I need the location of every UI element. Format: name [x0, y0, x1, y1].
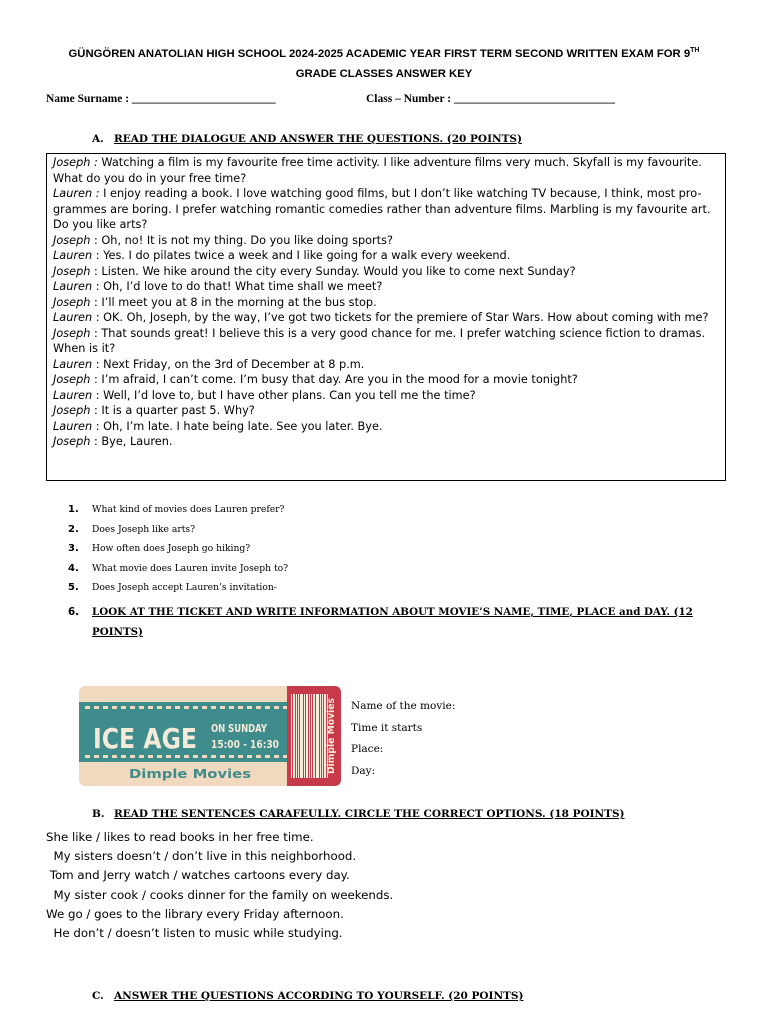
question-text: What kind of movies does Lauren prefer?: [92, 504, 285, 515]
question-number: 2.: [68, 523, 79, 535]
dialogue-line: [53, 310, 725, 326]
ticket-perforation: [85, 755, 90, 758]
ticket-perforation: [265, 755, 270, 758]
ticket-perforation: [166, 706, 171, 709]
ticket-info-field: Day:: [351, 764, 376, 777]
dialogue-speaker: Joseph: [53, 264, 91, 278]
dialogue-text: : Oh, I’m late. I hate being late. See you later. Bye.: [92, 419, 383, 433]
ticket-perforation: [94, 755, 99, 758]
ticket-cinema: Dimple Movies: [129, 766, 251, 781]
sentence-item: My sisters doesn’t / don’t live in this neighborhood.: [46, 849, 357, 864]
ticket-stub-label: Dimple Movies: [326, 691, 337, 774]
section-c-letter: C.: [92, 990, 104, 1002]
dialogue-speaker: Lauren: [53, 280, 93, 293]
ticket-perforation: [193, 755, 198, 758]
ticket-perforation: [148, 706, 153, 709]
name-surname-field: Name Surname : _________________________: [46, 93, 276, 105]
ticket-perforation: [139, 706, 144, 709]
ticket-perforation: [94, 706, 99, 709]
ticket-movie-name: ICE AGE: [93, 722, 197, 755]
section-b-heading: [92, 808, 625, 820]
dialogue-text: : I’m afraid, I can’t come. I’m busy that day. Are you in the mood for a movie tonight?: [90, 373, 578, 386]
section-c-heading: [92, 990, 523, 1002]
ticket-perforation: [274, 755, 279, 758]
dialogue-text: Watching a film is my favourite free time activity. I like adventure films very much. Skyfall is my favourite. What do you do in your free time?: [53, 156, 702, 185]
dialogue-text: : Yes. I do pilates twice a week and I like going for a walk every weekend.: [92, 249, 511, 262]
dialogue-line: [53, 233, 725, 249]
barcode-bar: [300, 694, 303, 778]
ticket-perforation: [157, 706, 162, 709]
barcode-icon: [291, 694, 328, 778]
dialogue-text: : It is a quarter past 5. Why?: [90, 404, 255, 417]
dialogue-text: : Well, I’d love to, but I have other plans. Can you tell me the time?: [92, 388, 476, 402]
ticket-perforation: [220, 755, 225, 758]
dialogue-speaker: Lauren: [53, 311, 93, 324]
section-a-heading: [92, 133, 522, 145]
dialogue-line: [53, 326, 725, 357]
ticket-perforation: [130, 755, 135, 758]
dialogue-line: [53, 419, 725, 435]
dialogue-text: : Next Friday, on the 3rd of December at 8 p.m.: [92, 357, 365, 371]
question-6-number: 6.: [68, 606, 80, 618]
ticket-info-field: Place:: [351, 743, 384, 755]
dialogue-line: [53, 403, 725, 419]
ticket-perforation: [211, 706, 216, 709]
ticket-perforation: [274, 706, 279, 709]
dialogue-text: : Bye, Lauren.: [90, 435, 173, 448]
dialogue-line: [53, 434, 725, 450]
dialogue-speaker: Lauren: [53, 388, 93, 402]
ticket-perforation: [139, 755, 144, 758]
question-6-text: LOOK AT THE TICKET AND WRITE INFORMATION ABOUT MOVIE’S NAME, TIME, PLACE and DAY. (12 POINTS): [92, 606, 693, 638]
barcode-bar: [291, 694, 292, 778]
barcode-bar: [322, 694, 323, 778]
dialogue-text: : Oh, no! It is not my thing. Do you like doing sports?: [90, 233, 393, 247]
ticket-perforation: [103, 755, 108, 758]
section-a-letter: A.: [92, 133, 104, 145]
ticket-info-field: Time it starts: [351, 721, 423, 734]
question-item: [60, 504, 288, 524]
ticket-perforation: [202, 706, 207, 709]
ticket-perforation: [103, 706, 108, 709]
question-text: Does Joseph accept Lauren’s invitation-: [92, 582, 277, 593]
ticket-perforation: [238, 755, 243, 758]
ticket-perforation: [184, 755, 189, 758]
ticket-perforation: [193, 706, 198, 709]
class-number-field: Class – Number : ____________________________: [366, 93, 615, 105]
dialogue-line: [53, 372, 725, 388]
dialogue-text: : Listen. We hike around the city every Sunday. Would you like to come next Sunday?: [90, 264, 576, 278]
sentence-item: He don’t / doesn’t listen to music while studying.: [46, 926, 343, 941]
ticket-perforation: [112, 755, 117, 758]
barcode-bar: [306, 694, 308, 778]
dialogue-speaker: Lauren: [53, 419, 93, 433]
question-item: [60, 524, 288, 544]
ticket-perforation: [220, 706, 225, 709]
dialogue-speaker: Joseph: [53, 373, 91, 386]
exam-title: [40, 44, 728, 84]
ticket-perforation: [121, 706, 126, 709]
dialogue-speaker: Lauren: [53, 249, 93, 262]
ticket-perforation: [85, 706, 90, 709]
title-superscript: TH: [690, 47, 700, 54]
question-list: [60, 504, 288, 602]
ticket-perforation: [112, 706, 117, 709]
ticket-perforation: [247, 755, 252, 758]
ticket-perforation: [229, 755, 234, 758]
ticket-info-fields: [351, 700, 455, 786]
dialogue-line: [53, 264, 725, 280]
section-b-letter: B.: [92, 808, 105, 820]
ticket-perforation: [256, 706, 261, 709]
question-number: 4.: [68, 562, 79, 574]
dialogue-speaker: Joseph: [53, 326, 91, 340]
barcode-bar: [309, 694, 310, 778]
ticket-perforation: [229, 706, 234, 709]
section-a-title: READ THE DIALOGUE AND ANSWER THE QUESTIONS. (20 POINTS): [114, 133, 522, 145]
ticket-perforation: [130, 706, 135, 709]
dialogue-speaker: Joseph: [53, 233, 91, 247]
dialogue-line: [53, 279, 725, 295]
sentence-list: [46, 828, 393, 943]
ticket-perforation: [202, 755, 207, 758]
dialogue-box: [46, 153, 726, 481]
dialogue-speaker: Joseph :: [53, 156, 98, 169]
sentence-item: We go / goes to the library every Friday afternoon.: [46, 906, 344, 921]
dialogue-text: : I’ll meet you at 8 in the morning at the bus stop.: [90, 295, 377, 309]
ticket-info-field: Name of the movie:: [351, 700, 456, 712]
barcode-bar: [298, 694, 299, 778]
dialogue-speaker: Lauren: [53, 357, 93, 371]
question-item: [60, 543, 288, 563]
dialogue-line: [53, 248, 725, 264]
dialogue-line: [53, 186, 725, 233]
dialogue-line: [53, 295, 725, 311]
ticket-perforation: [175, 706, 180, 709]
dialogue-speaker: Joseph: [53, 404, 91, 417]
barcode-bar: [316, 694, 319, 778]
movie-ticket: [79, 686, 341, 786]
question-text: Does Joseph like arts?: [92, 523, 196, 535]
question-6: [60, 602, 700, 642]
section-b-title: READ THE SENTENCES CARAFEULLY. CIRCLE THE CORRECT OPTIONS. (18 POINTS): [114, 808, 625, 820]
sentence-item: She like / likes to read books in her free time.: [46, 830, 314, 844]
barcode-bar: [293, 694, 295, 778]
dialogue-text: : That sounds great! I believe this is a very good chance for me. I prefer watching science fiction to dramas. When is it?: [53, 326, 706, 355]
dialogue-line: [53, 357, 725, 373]
dialogue-speaker: Joseph: [53, 295, 91, 309]
dialogue-text: I enjoy reading a book. I love watching good films, but I don’t like watching TV because, I think, most pro-grammes are boring. I prefer watching romantic comedies rather than adventure films. Marbling is my favourite art. Do you like arts?: [53, 187, 711, 231]
barcode-bar: [313, 694, 315, 778]
dialogue-line: [53, 388, 725, 404]
question-text: What movie does Lauren invite Joseph to?: [92, 562, 289, 574]
question-number: 3.: [68, 543, 79, 554]
barcode-bar: [311, 694, 312, 778]
dialogue-text: : OK. Oh, Joseph, by the way, I’ve got two tickets for the premiere of Star Wars. How about coming with me?: [92, 311, 709, 324]
barcode-bar: [296, 694, 297, 778]
title-line-2: GRADE CLASSES ANSWER KEY: [295, 68, 473, 80]
dialogue-speaker: Joseph: [53, 435, 91, 448]
section-c-title: ANSWER THE QUESTIONS ACCORDING TO YOURSELF. (20 POINTS): [114, 990, 524, 1002]
question-item: [60, 582, 288, 602]
ticket-perforation: [184, 706, 189, 709]
sentence-item: Tom and Jerry watch / watches cartoons every day.: [46, 868, 350, 883]
dialogue-line: [53, 155, 725, 186]
ticket-day: ON SUNDAY: [211, 722, 268, 735]
title-line-1: GÜNGÖREN ANATOLIAN HIGH SCHOOL 2024-2025 ACADEMIC YEAR FIRST TERM SECOND WRITTEN EXAM FOR 9: [68, 48, 691, 60]
ticket-perforation: [157, 755, 162, 758]
ticket-perforation: [175, 755, 180, 758]
ticket-perforation: [256, 755, 261, 758]
ticket-perforation: [265, 706, 270, 709]
dialogue-text: : Oh, I’d love to do that! What time shall we meet?: [92, 280, 383, 293]
barcode-bar: [304, 694, 305, 778]
dialogue-speaker: Lauren :: [53, 187, 100, 200]
question-number: 1.: [68, 504, 79, 515]
ticket-perforation: [211, 755, 216, 758]
question-item: [60, 563, 288, 583]
sentence-item: My sister cook / cooks dinner for the family on weekends.: [46, 887, 394, 902]
ticket-perforation: [238, 706, 243, 709]
question-number: 5.: [68, 582, 79, 593]
ticket-perforation: [148, 755, 153, 758]
ticket-perforation: [247, 706, 252, 709]
ticket-time: 15:00 - 16:30: [211, 738, 280, 751]
question-text: How often does Joseph go hiking?: [92, 543, 251, 554]
ticket-perforation: [166, 755, 171, 758]
barcode-bar: [320, 694, 321, 778]
ticket-perforation: [121, 755, 126, 758]
